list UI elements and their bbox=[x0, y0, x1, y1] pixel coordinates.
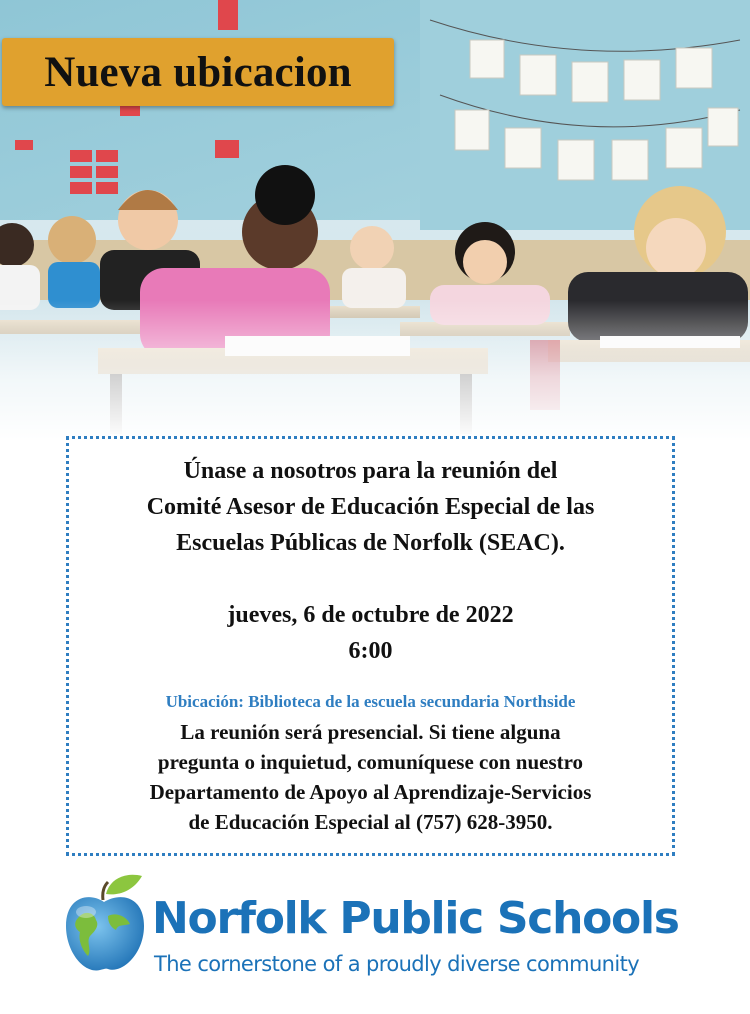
details-line: Departamento de Apoyo al Aprendizaje-Servicios bbox=[149, 780, 592, 804]
intro-line: Comité Asesor de Educación Especial de las bbox=[146, 494, 595, 520]
intro-line: Escuelas Públicas de Norfolk (SEAC). bbox=[176, 530, 565, 556]
banner-text: Nueva ubicacion bbox=[44, 48, 352, 96]
school-district-name: Norfolk Public Schools bbox=[152, 893, 679, 944]
details-line: pregunta o inquietud, comuníquese con nuestro bbox=[157, 750, 584, 774]
details-line: La reunión será presencial. Si tiene alguna bbox=[180, 720, 561, 744]
meeting-location: Ubicación: Biblioteca de la escuela secundaria Northside bbox=[165, 692, 576, 711]
intro-line: Únase a nosotros para la reunión del bbox=[183, 458, 558, 484]
apple-globe-icon bbox=[60, 870, 150, 976]
meeting-info-box bbox=[66, 436, 675, 856]
new-location-banner bbox=[2, 38, 394, 106]
details-line: de Educación Especial al (757) 628-3950. bbox=[188, 810, 553, 834]
meeting-date: jueves, 6 de octubre de 2022 bbox=[227, 602, 514, 628]
meeting-time: 6:00 bbox=[348, 638, 393, 664]
school-district-tagline: The cornerstone of a proudly diverse community bbox=[154, 952, 640, 976]
